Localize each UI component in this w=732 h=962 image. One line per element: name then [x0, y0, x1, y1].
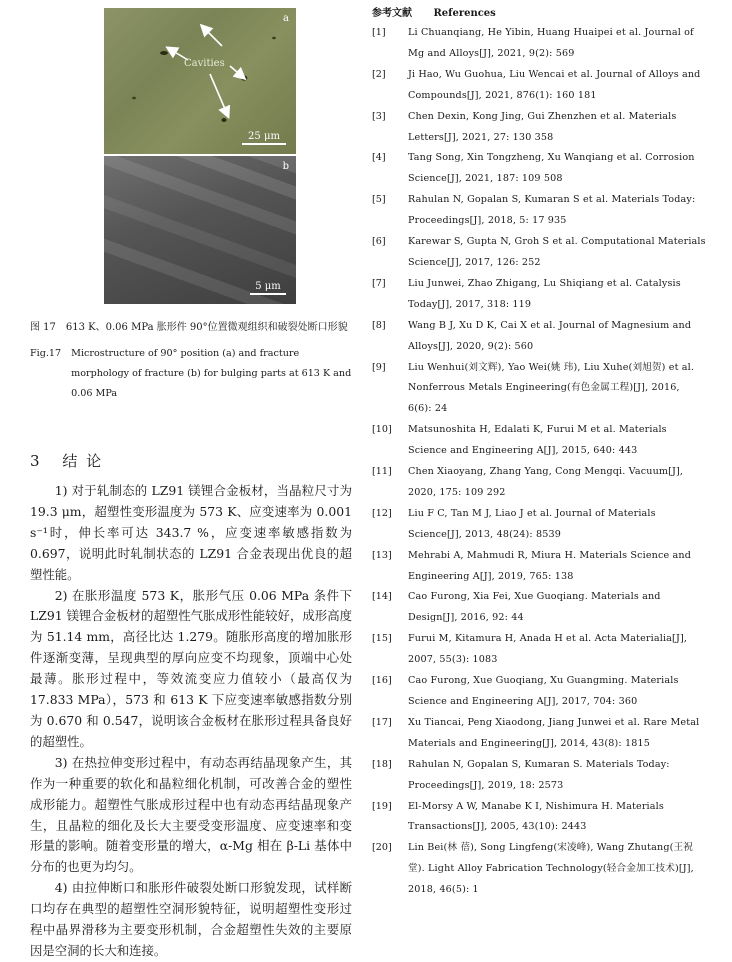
reference-text: Tang Song, Xin Tongzheng, Xu Wanqiang et al. Corrosion Science[J], 2021, 187: 109 508 [408, 152, 695, 185]
reference-number: [6] [372, 236, 386, 248]
references-column [372, 4, 706, 901]
reference-number: [18] [372, 758, 392, 770]
reference-item [372, 504, 706, 546]
reference-number: [10] [372, 424, 392, 436]
reference-text: Mehrabi A, Mahmudi R, Miura H. Materials Science and Engineering A[J], 2019, 765: 138 [408, 549, 692, 582]
reference-item [372, 65, 706, 107]
reference-text: Chen Dexin, Kong Jing, Gui Zhenzhen et al. Materials Letters[J], 2021, 27: 130 358 [408, 110, 677, 143]
references-title-en: References [433, 8, 496, 19]
reference-number: [17] [372, 716, 392, 728]
paragraph: 4) 由拉伸断口和胀形件破裂处断口形貌发现，试样断口均存在典型的超塑性空洞形貌特征，说明超塑性变形过程中晶界滑移为主要变形机制，合金超塑性失效的主要原因是空洞的长大和连接。 [30, 880, 352, 958]
caption-cn-text: 613 K、0.06 MPa 胀形件 90°位置微观组织和破裂处断口形貌 [65, 322, 348, 333]
reference-text: Ji Hao, Wu Guohua, Liu Wencai et al. Journal of Alloys and Compounds[J], 2021, 876(1): 160 181 [408, 68, 701, 101]
scale-text-b: 5 μm [255, 281, 281, 292]
micrograph-a [104, 8, 296, 154]
reference-text: Rahulan N, Gopalan S, Kumaran S et al. Materials Today: Proceedings[J], 2018, 5: 17 935 [408, 194, 696, 227]
reference-number: [11] [372, 466, 392, 478]
reference-item [372, 316, 706, 358]
reference-number: [1] [372, 27, 386, 38]
reference-number: [7] [372, 277, 386, 289]
reference-text: Karewar S, Gupta N, Groh S et al. Computational Materials Science[J], 2017, 126: 252 [408, 236, 706, 268]
reference-text: Liu Wenhui(刘文辉), Yao Wei(姚 玮), Liu Xuhe(刘旭贺) et al. Nonferrous Metals Engineering(有色金属工程)[J], 2016, 6(6): 24 [408, 361, 695, 415]
reference-item [372, 838, 706, 901]
reference-item [372, 713, 706, 755]
reference-item [372, 462, 706, 504]
reference-item [372, 232, 706, 274]
reference-item [372, 587, 706, 629]
reference-number: [20] [372, 842, 392, 854]
reference-text: Furui M, Kitamura H, Anada H et al. Acta Materialia[J], 2007, 55(3): 1083 [408, 633, 688, 666]
figure-17 [104, 8, 296, 304]
reference-number: [13] [372, 549, 392, 561]
figure-caption [30, 318, 352, 404]
reference-number: [2] [372, 68, 386, 80]
reference-item [372, 358, 706, 421]
scale-bar-b [250, 281, 286, 295]
reference-item [372, 274, 706, 316]
cavities-annotation: Cavities [184, 58, 225, 69]
reference-item [372, 629, 706, 671]
reference-text: Chen Xiaoyang, Zhang Yang, Cong Mengqi. Vacuum[J], 2020, 175: 109 292 [408, 466, 684, 498]
reference-text: Cao Furong, Xue Guoqiang, Xu Guangming. Materials Science and Engineering A[J], 2017, 704: 360 [408, 675, 679, 707]
caption-cn-label: 图 17 [30, 322, 56, 333]
reference-item [372, 420, 706, 462]
paragraph: 2) 在胀形温度 573 K，胀形气压 0.06 MPa 条件下 LZ91 镁锂合金板材的超塑性气胀成形性能较好，成形高度为 51.14 mm，高径比达 1.279。随胀形高度的增加胀形件逐渐变薄，呈现典型的厚向应变不均现象，顶端中心处最薄。胀形过程中，等效流变应力值较小（最高仅为 17.833 MPa），573 和 613 K 下应变速率敏感指数分别为 0.670 和 0.547，说明该合金板材在胀形过程具备良好的超塑性。 [30, 587, 352, 749]
reference-text: Lin Bei(林 蓓), Song Lingfeng(宋凌峰), Wang Zhutang(王祝堂). Light Alloy Fabrication Technology(轻合金加工技术)[J], 2018, 46(5): 1 [408, 842, 694, 896]
reference-text: Liu F C, Tan M J, Liao J et al. Journal of Materials Science[J], 2013, 48(24): 8539 [408, 507, 656, 540]
caption-en [30, 344, 352, 404]
reference-text: Wang B J, Xu D K, Cai X et al. Journal of Magnesium and Alloys[J], 2020, 9(2): 560 [408, 319, 692, 352]
paragraph: 1) 对于轧制态的 LZ91 镁锂合金板材，当晶粒尺寸为 19.3 μm，超塑性变形温度为 573 K、应变速率为 0.001 s⁻¹时，伸长率可达 343.7 %，应变速率敏感指数为 0.697，说明此时轧制状态的 LZ91 合金表现出优良的超塑性能。 [30, 483, 352, 582]
reference-item [372, 546, 706, 588]
reference-item [372, 190, 706, 232]
conclusions-body [30, 481, 352, 962]
panel-label-b: b [282, 161, 289, 172]
caption-en-text: Microstructure of 90° position (a) and fracture morphology of fracture (b) for bulging parts at 613 K and 0.06 MPa [71, 348, 352, 399]
reference-number: [9] [372, 361, 386, 373]
panel-label-a: a [283, 13, 289, 24]
reference-number: [16] [372, 675, 392, 687]
section-number: 3 [30, 452, 42, 470]
references-title-cn: 参考文献 [372, 8, 412, 19]
reference-text: Li Chuanqiang, He Yibin, Huang Huaipei et al. Journal of Mg and Alloys[J], 2021, 9(2): 569 [408, 27, 694, 59]
reference-item [372, 797, 706, 839]
scale-bar-a [242, 131, 286, 145]
reference-number: [15] [372, 633, 392, 645]
reference-item [372, 107, 706, 149]
left-column [30, 8, 352, 962]
reference-item [372, 148, 706, 190]
section-heading [30, 450, 352, 471]
section-title: 结 论 [62, 452, 104, 470]
reference-text: Rahulan N, Gopalan S, Kumaran S. Materials Today: Proceedings[J], 2019, 18: 2573 [408, 758, 670, 791]
reference-text: Matsunoshita H, Edalati K, Furui M et al. Materials Science and Engineering A[J], 2015, 640: 443 [408, 424, 667, 457]
caption-cn [30, 318, 352, 338]
caption-en-label: Fig.17 [30, 348, 62, 359]
scale-line-b [250, 293, 286, 295]
reference-number: [19] [372, 800, 392, 812]
reference-number: [5] [372, 194, 386, 206]
references-heading [372, 4, 706, 19]
scale-text-a: 25 μm [248, 131, 280, 142]
reference-number: [3] [372, 110, 386, 122]
references-list [372, 23, 706, 901]
reference-number: [12] [372, 507, 392, 519]
paragraph: 3) 在热拉伸变形过程中，有动态再结晶现象产生，其作为一种重要的软化和晶粒细化机制，可改善合金的塑性成形能力。超塑性气胀成形过程中也有动态再结晶现象产生，且晶粒的细化及长大主要受变形温度、应变速率和变形量的影响。随着变形量的增大，α-Mg 相在 β-Li 基体中分布的也更为均匀。 [30, 754, 352, 875]
reference-item [372, 671, 706, 713]
reference-item [372, 23, 706, 65]
reference-number: [4] [372, 152, 386, 164]
scale-line-a [242, 143, 286, 145]
micrograph-b [104, 156, 296, 304]
reference-item [372, 755, 706, 797]
reference-text: Cao Furong, Xia Fei, Xue Guoqiang. Materials and Design[J], 2016, 92: 44 [408, 591, 661, 624]
reference-text: El-Morsy A W, Manabe K I, Nishimura H. Materials Transactions[J], 2005, 43(10): 2443 [408, 800, 664, 833]
reference-text: Xu Tiancai, Peng Xiaodong, Jiang Junwei et al. Rare Metal Materials and Engineering[J], 2014, 43(8): 1815 [408, 716, 700, 749]
reference-number: [14] [372, 591, 392, 603]
reference-text: Liu Junwei, Zhao Zhigang, Lu Shiqiang et al. Catalysis Today[J], 2017, 318: 119 [408, 277, 681, 310]
reference-number: [8] [372, 319, 386, 331]
